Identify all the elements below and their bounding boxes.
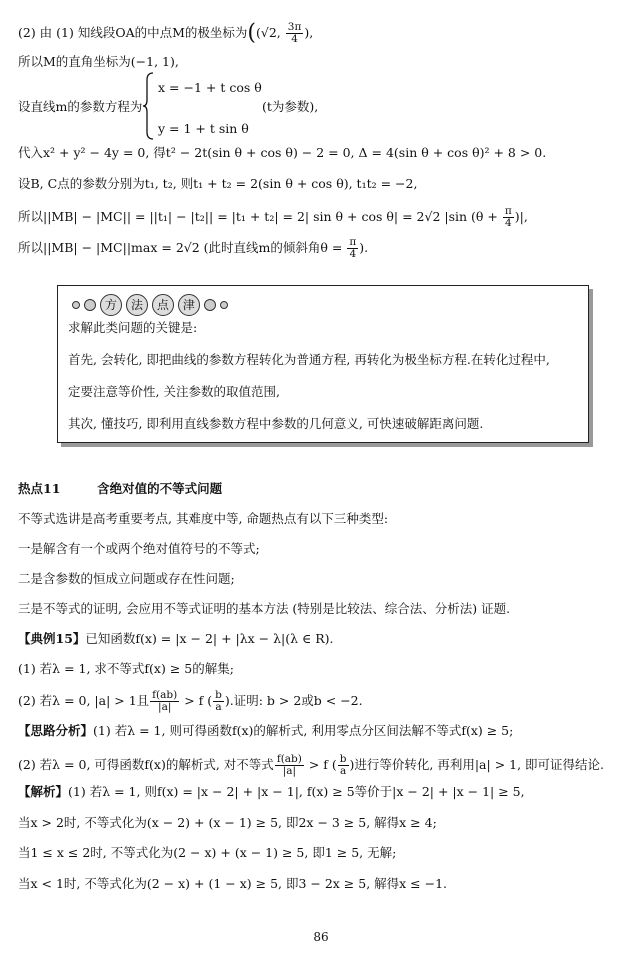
text: 所以||MB| − |MC||max = 2√2 (此时直线m的倾斜角θ =	[18, 240, 347, 255]
text: )|,	[514, 209, 528, 224]
badge-char: 法	[126, 294, 148, 316]
medium-dot-icon	[84, 299, 96, 311]
solution-line-2: 所以M的直角坐标为(−1, 1),	[18, 54, 179, 69]
numerator: f(ab)	[276, 753, 302, 765]
badge-char: 津	[178, 294, 200, 316]
equation-y: y = 1 + t sin θ	[158, 121, 249, 136]
numerator: b	[215, 689, 222, 701]
section-text-4: 三是不等式的证明, 会应用不等式证明的基本方法 (特别是比较法、综合法、分析法) 证题.	[18, 601, 511, 616]
method-text-1: 求解此类问题的关键是:	[68, 320, 198, 335]
text: > f (	[180, 693, 213, 708]
solution-text: (1) 若λ = 1, 则f(x) = |x − 2| + |x − 1|, f(x) ≥ 5等价于|x − 2| + |x − 1| ≥ 5,	[68, 784, 525, 799]
method-badge	[72, 294, 228, 316]
analysis-label: 【思路分析】	[18, 723, 94, 738]
method-text-4: 其次, 懂技巧, 即利用直线参数方程中参数的几何意义, 可快速破解距离问题.	[68, 416, 484, 431]
denominator: 4	[291, 33, 298, 45]
analysis-text: (1) 若λ = 1, 则可得函数f(x)的解析式, 利用零点分区间法解不等式f(x) ≥ 5;	[93, 723, 514, 738]
solution-line-7	[18, 237, 368, 260]
numerator: f(ab)	[152, 689, 178, 701]
section-text-2: 一是解含有一个或两个绝对值符号的不等式;	[18, 541, 260, 556]
denominator: a	[340, 765, 347, 777]
left-brace	[143, 72, 155, 140]
heading-number: 热点11	[18, 481, 61, 496]
analysis-line-2	[18, 754, 604, 777]
denominator: |a|	[282, 765, 297, 777]
badge-char: 方	[100, 294, 122, 316]
question-1: (1) 若λ = 1, 求不等式f(x) ≥ 5的解集;	[18, 661, 234, 676]
fraction	[338, 754, 349, 777]
medium-dot-icon	[204, 299, 216, 311]
solution-line-5: 设B, C点的参数分别为t₁, t₂, 则t₁ + t₂ = 2(sin θ + cos θ), t₁t₂ = −2,	[18, 176, 418, 191]
text: (2) 若λ = 0, |a| > 1且	[18, 693, 150, 708]
paren: (	[247, 20, 257, 46]
example-label: 【典例15】	[18, 631, 86, 646]
solution-line-4: 代入x² + y² − 4y = 0, 得t² − 2t(sin θ + cos θ) − 2 = 0, Δ = 4(sin θ + cos θ)² + 8 > 0.	[18, 145, 547, 160]
solution-header-line	[18, 784, 525, 800]
solution-line-6	[18, 206, 528, 229]
method-text-3: 定要注意等价性, 关注参数的取值范围,	[68, 384, 280, 399]
method-text-2: 首先, 会转化, 即把曲线的参数方程转化为普通方程, 再转化为极坐标方程.在转化过程中,	[68, 352, 550, 367]
heading-title: 含绝对值的不等式问题	[97, 481, 223, 496]
section-heading	[18, 481, 222, 497]
analysis-line	[18, 723, 513, 739]
small-dot-icon	[220, 301, 228, 309]
method-box	[57, 285, 589, 443]
denominator: 4	[349, 248, 357, 260]
fraction	[503, 206, 514, 229]
case-2: 当1 ≤ x ≤ 2时, 不等式化为(2 − x) + (x − 1) ≥ 5, 即1 ≥ 5, 无解;	[18, 845, 397, 860]
solution-line-3: 设直线m的参数方程为	[18, 99, 143, 114]
badge-char: 点	[152, 294, 174, 316]
fraction	[347, 237, 358, 260]
equation-x: x = −1 + t cos θ	[158, 80, 262, 95]
fraction	[286, 22, 304, 45]
denominator: 4	[504, 217, 512, 229]
solution-line-1	[18, 22, 313, 45]
text: (2) 由 (1) 知线段OA的中点M的极坐标为	[18, 25, 248, 40]
fraction	[213, 690, 224, 713]
question-2	[18, 690, 363, 713]
text: ),	[304, 25, 314, 40]
text: )进行等价转化, 再利用|a| > 1, 即可证得结论.	[349, 757, 605, 772]
fraction	[150, 690, 179, 713]
denominator: |a|	[158, 701, 172, 713]
text: 所以||MB| − |MC|| = ||t₁| − |t₂|| = |t₁ + t₂| = 2| sin θ + cos θ| = 2√2 |sin (θ +	[18, 209, 502, 224]
example-line	[18, 631, 334, 647]
numerator: 3π	[287, 21, 302, 33]
page-number: 86	[313, 930, 329, 944]
section-text-3: 二是含参数的恒成立问题或存在性问题;	[18, 571, 235, 586]
denominator: a	[215, 701, 222, 713]
numerator: π	[349, 236, 357, 248]
param-note: (t为参数),	[262, 99, 319, 114]
section-text-1: 不等式选讲是高考重要考点, 其难度中等, 命题热点有以下三种类型:	[18, 511, 389, 526]
small-dot-icon	[72, 301, 80, 309]
text: > f (	[304, 757, 337, 772]
text: ).	[359, 240, 369, 255]
solution-label: 【解析】	[18, 784, 69, 799]
text: (√2,	[256, 25, 285, 40]
example-text: 已知函数f(x) = |x − 2| + |λx − λ|(λ ∈ R).	[85, 631, 334, 646]
numerator: π	[504, 205, 512, 217]
fraction	[275, 754, 304, 777]
text: (2) 若λ = 0, 可得函数f(x)的解析式, 对不等式	[18, 757, 274, 772]
numerator: b	[339, 753, 347, 765]
text: ).证明: b > 2或b < −2.	[224, 693, 363, 708]
case-3: 当x < 1时, 不等式化为(2 − x) + (1 − x) ≥ 5, 即3 − 2x ≥ 5, 解得x ≤ −1.	[18, 876, 448, 891]
case-1: 当x > 2时, 不等式化为(x − 2) + (x − 1) ≥ 5, 即2x − 3 ≥ 5, 解得x ≥ 4;	[18, 815, 437, 830]
